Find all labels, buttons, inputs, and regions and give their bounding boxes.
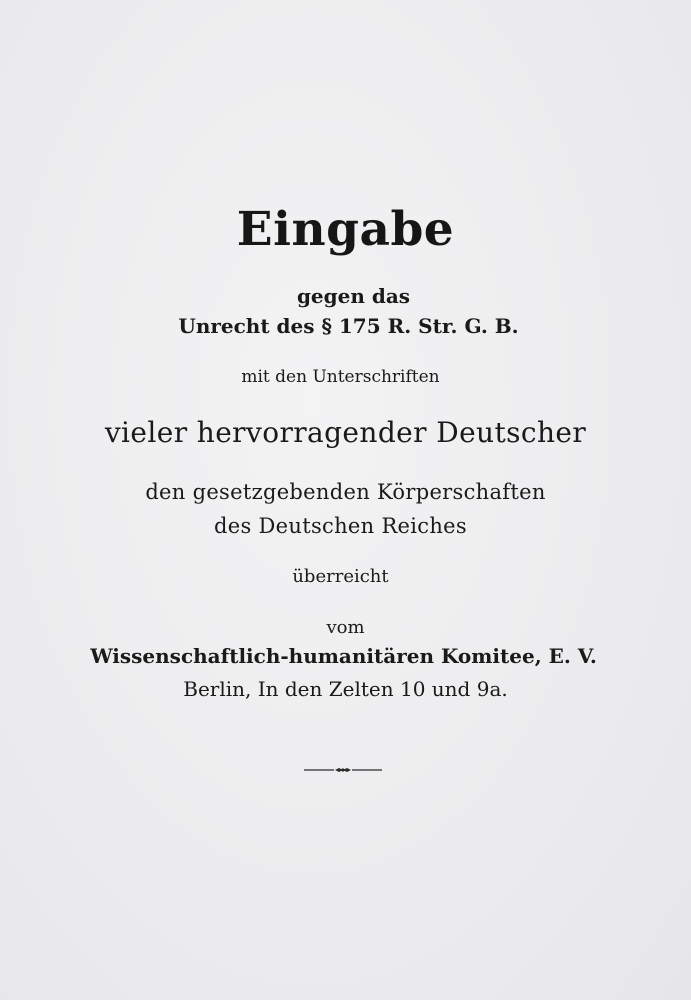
subtitle-line-unrecht: Unrecht des § 175 R. Str. G. B.: [178, 314, 519, 338]
organization-address: Berlin, In den Zelten 10 und 9a.: [183, 677, 508, 701]
decorative-rule-icon: [304, 764, 382, 776]
text-line-reiches: des Deutschen Reiches: [214, 514, 467, 538]
text-line-unterschriften: mit den Unterschriften: [241, 367, 440, 387]
text-line-vom: vom: [326, 617, 365, 638]
text-line-koerperschaften: den gesetzgebenden Körperschaften: [145, 480, 546, 504]
page-title: Eingabe: [236, 202, 455, 257]
text-line-deutscher: vieler hervorragender Deutscher: [104, 416, 587, 449]
text-line-ueberreicht: überreicht: [292, 566, 389, 587]
subtitle-line-gegen: gegen das: [296, 284, 411, 308]
organization-name: Wissenschaftlich-humanitären Komitee, E. V.: [90, 644, 597, 668]
